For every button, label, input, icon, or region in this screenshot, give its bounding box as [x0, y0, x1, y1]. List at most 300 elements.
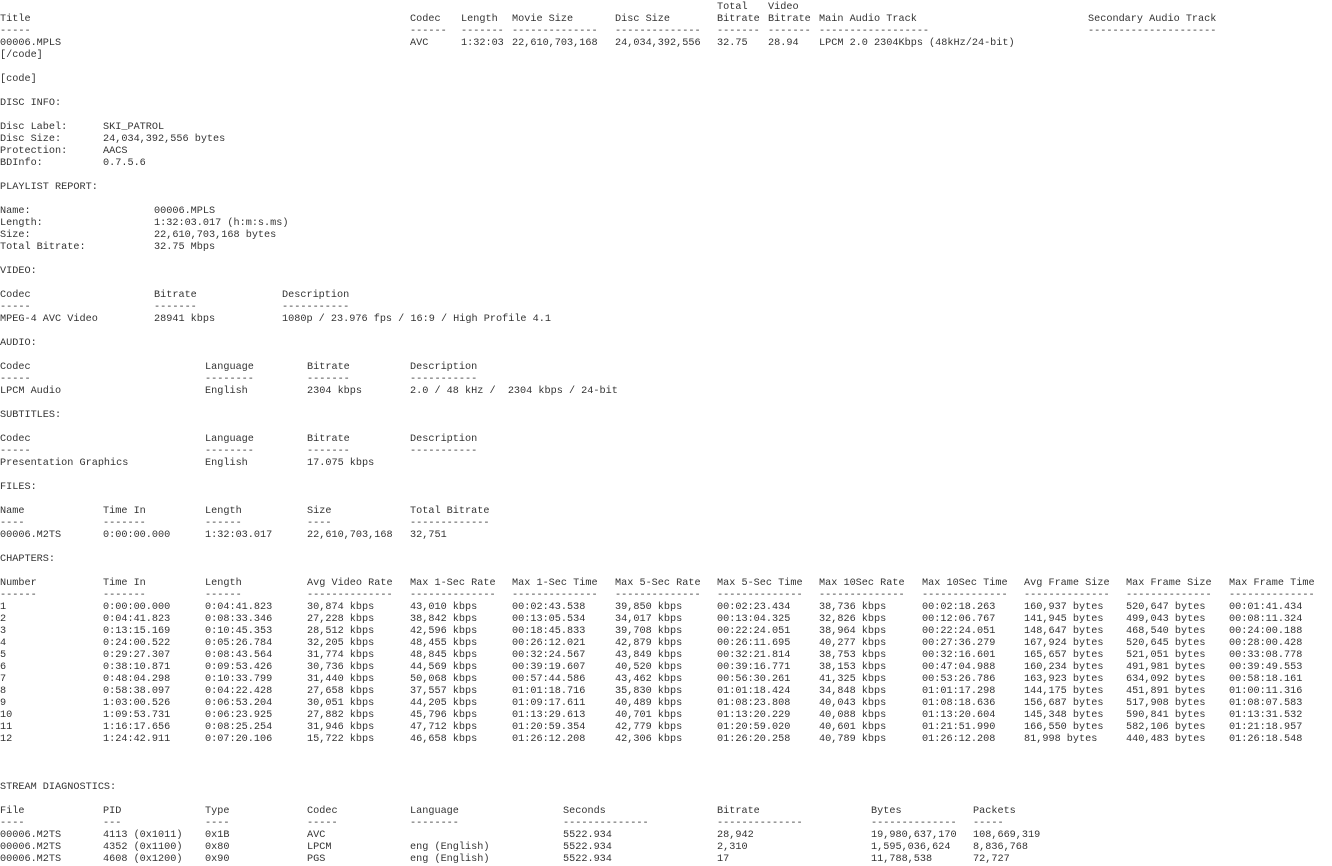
chapters-cell: 40,489 kbps [615, 698, 683, 709]
chapters-cell: 39,850 kbps [615, 602, 683, 613]
stream-cell: 17 [717, 854, 730, 865]
divider: -------------- [615, 590, 701, 601]
chapters-cell: 43,010 kbps [410, 602, 478, 613]
stream-column-header: Codec [307, 806, 338, 817]
chapters-cell: 0:13:15.169 [103, 626, 171, 637]
chapters-cell: 00:12:06.767 [922, 614, 996, 625]
chapters-cell: 46,658 kbps [410, 734, 478, 745]
disc-info-label: Protection: [0, 146, 68, 157]
divider: ----------- [410, 446, 478, 457]
chapters-column-header: Max Frame Time [1229, 578, 1315, 589]
chapters-cell: 01:13:31.532 [1229, 710, 1303, 721]
chapters-column-header: Max 10Sec Rate [819, 578, 905, 589]
summary-header: Video [768, 2, 799, 13]
divider: --- [103, 818, 122, 829]
subtitles-column-header: Codec [0, 434, 31, 445]
stream-column-header: Seconds [563, 806, 606, 817]
chapters-cell: 0:38:10.871 [103, 662, 171, 673]
chapters-cell: 590,841 bytes [1126, 710, 1206, 721]
chapters-column-header: Max 5-Sec Rate [615, 578, 701, 589]
divider: -------------- [512, 590, 598, 601]
chapters-cell: 00:39:19.607 [512, 662, 586, 673]
playlist-value: 22,610,703,168 bytes [154, 230, 277, 241]
chapters-cell: 9 [0, 698, 7, 709]
chapters-column-header: Max 1-Sec Time [512, 578, 598, 589]
divider: ---- [0, 818, 25, 829]
stream-cell: 1,595,036,624 [871, 842, 951, 853]
chapters-cell: 30,874 kbps [307, 602, 375, 613]
video-column-header: Codec [0, 290, 31, 301]
chapters-cell: 41,325 kbps [819, 674, 887, 685]
section-heading-video: VIDEO: [0, 266, 37, 277]
chapters-cell: 00:53:26.786 [922, 674, 996, 685]
chapters-cell: 30,051 kbps [307, 698, 375, 709]
chapters-column-header: Avg Video Rate [307, 578, 393, 589]
chapters-cell: 0:08:25.254 [205, 722, 273, 733]
disc-info-label: Disc Size: [0, 134, 62, 145]
disc-info-value: SKI_PATROL [103, 122, 165, 133]
divider: ------- [103, 590, 146, 601]
chapters-cell: 01:00:11.316 [1229, 686, 1303, 697]
chapters-cell: 00:56:30.261 [717, 674, 791, 685]
chapters-cell: 45,796 kbps [410, 710, 478, 721]
disc-info-value: 24,034,392,556 bytes [103, 134, 226, 145]
chapters-cell: 01:20:59.020 [717, 722, 791, 733]
divider: ------------- [410, 518, 490, 529]
divider: -------------- [615, 26, 701, 37]
divider: ------- [103, 518, 146, 529]
chapters-cell: 520,647 bytes [1126, 602, 1206, 613]
chapters-cell: 00:02:18.263 [922, 602, 996, 613]
chapters-cell: 01:26:20.258 [717, 734, 791, 745]
chapters-cell: 48,845 kbps [410, 650, 478, 661]
summary-header: Total [717, 2, 748, 13]
stream-cell: 0x80 [205, 842, 230, 853]
divider: ---- [205, 818, 230, 829]
chapters-cell: 39,708 kbps [615, 626, 683, 637]
chapters-cell: 40,601 kbps [819, 722, 887, 733]
chapters-column-header: Max Frame Size [1126, 578, 1212, 589]
chapters-cell: 38,964 kbps [819, 626, 887, 637]
summary-header-disc-size: Disc Size [615, 14, 671, 25]
chapters-cell: 491,981 bytes [1126, 662, 1206, 673]
chapters-cell: 00:01:41.434 [1229, 602, 1303, 613]
files-column-header: Name [0, 506, 25, 517]
divider: --------------------- [1088, 26, 1217, 37]
chapters-column-header: Max 10Sec Time [922, 578, 1008, 589]
chapters-cell: 38,736 kbps [819, 602, 887, 613]
disc-info-value: AACS [103, 146, 128, 157]
chapters-cell: 00:02:23.434 [717, 602, 791, 613]
divider: ------------------ [819, 26, 930, 37]
files-cell: 00006.M2TS [0, 530, 62, 541]
divider: -------------- [922, 590, 1008, 601]
chapters-cell: 40,043 kbps [819, 698, 887, 709]
chapters-cell: 145,348 bytes [1024, 710, 1104, 721]
stream-cell: 5522.934 [563, 854, 612, 865]
audio-column-header: Language [205, 362, 254, 373]
chapters-cell: 0:07:20.106 [205, 734, 273, 745]
chapters-cell: 00:39:16.771 [717, 662, 791, 673]
chapters-cell: 27,228 kbps [307, 614, 375, 625]
chapters-cell: 148,647 bytes [1024, 626, 1104, 637]
chapters-cell: 00:26:12.021 [512, 638, 586, 649]
playlist-value: 00006.MPLS [154, 206, 216, 217]
chapters-cell: 1:24:42.911 [103, 734, 171, 745]
audio-column-header: Description [410, 362, 478, 373]
summary-header-movie-size: Movie Size [512, 14, 574, 25]
chapters-cell: 634,092 bytes [1126, 674, 1206, 685]
divider: ------- [307, 374, 350, 385]
chapters-cell: 521,051 bytes [1126, 650, 1206, 661]
stream-cell: 19,980,637,170 [871, 830, 957, 841]
chapters-cell: 0:08:33.346 [205, 614, 273, 625]
chapters-cell: 00:02:43.538 [512, 602, 586, 613]
files-column-header: Total Bitrate [410, 506, 490, 517]
divider: ------ [205, 590, 242, 601]
chapters-cell: 31,774 kbps [307, 650, 375, 661]
stream-cell: 0x90 [205, 854, 230, 865]
stream-column-header: PID [103, 806, 122, 817]
chapters-cell: 167,924 bytes [1024, 638, 1104, 649]
playlist-label: Name: [0, 206, 31, 217]
chapters-cell: 3 [0, 626, 7, 637]
stream-cell: 2,310 [717, 842, 748, 853]
chapters-cell: 0:29:27.307 [103, 650, 171, 661]
code-tag: [/code] [0, 50, 43, 61]
chapters-cell: 38,753 kbps [819, 650, 887, 661]
stream-cell: 8,836,768 [973, 842, 1029, 853]
chapters-cell: 34,848 kbps [819, 686, 887, 697]
chapters-cell: 165,657 bytes [1024, 650, 1104, 661]
chapters-cell: 47,712 kbps [410, 722, 478, 733]
summary-header-codec: Codec [410, 14, 441, 25]
chapters-cell: 00:47:04.988 [922, 662, 996, 673]
chapters-cell: 141,945 bytes [1024, 614, 1104, 625]
stream-column-header: Language [410, 806, 459, 817]
chapters-cell: 40,789 kbps [819, 734, 887, 745]
stream-cell: eng (English) [410, 842, 490, 853]
chapters-cell: 40,520 kbps [615, 662, 683, 673]
chapters-cell: 42,779 kbps [615, 722, 683, 733]
audio-cell: LPCM Audio [0, 386, 62, 397]
summary-header-title: Title [0, 14, 31, 25]
chapters-cell: 01:01:18.424 [717, 686, 791, 697]
section-heading-disc-info: DISC INFO: [0, 98, 62, 109]
chapters-cell: 01:26:18.548 [1229, 734, 1303, 745]
chapters-cell: 01:08:23.808 [717, 698, 791, 709]
divider: ---- [0, 518, 25, 529]
chapters-cell: 10 [0, 710, 13, 721]
chapters-cell: 01:13:29.613 [512, 710, 586, 721]
chapters-cell: 440,483 bytes [1126, 734, 1206, 745]
chapters-cell: 32,826 kbps [819, 614, 887, 625]
audio-column-header: Bitrate [307, 362, 350, 373]
chapters-cell: 00:32:16.601 [922, 650, 996, 661]
chapters-cell: 0:48:04.298 [103, 674, 171, 685]
chapters-cell: 0:04:41.823 [103, 614, 171, 625]
chapters-cell: 01:08:18.636 [922, 698, 996, 709]
stream-cell: 4113 (0x1011) [103, 830, 183, 841]
stream-cell: PGS [307, 854, 326, 865]
chapters-cell: 163,923 bytes [1024, 674, 1104, 685]
chapters-cell: 00:22:24.051 [717, 626, 791, 637]
audio-column-header: Codec [0, 362, 31, 373]
chapters-cell: 00:22:24.051 [922, 626, 996, 637]
stream-cell: 4608 (0x1200) [103, 854, 183, 865]
subtitles-column-header: Bitrate [307, 434, 350, 445]
chapters-cell: 0:10:45.353 [205, 626, 273, 637]
files-cell: 22,610,703,168 [307, 530, 393, 541]
divider: -------------- [512, 26, 598, 37]
chapters-cell: 42,879 kbps [615, 638, 683, 649]
chapters-cell: 01:01:18.716 [512, 686, 586, 697]
files-column-header: Time In [103, 506, 146, 517]
chapters-cell: 166,550 bytes [1024, 722, 1104, 733]
chapters-cell: 01:26:12.208 [512, 734, 586, 745]
chapters-cell: 0:10:33.799 [205, 674, 273, 685]
divider: ------- [717, 26, 760, 37]
chapters-cell: 43,849 kbps [615, 650, 683, 661]
chapters-cell: 40,277 kbps [819, 638, 887, 649]
chapters-cell: 144,175 bytes [1024, 686, 1104, 697]
chapters-cell: 00:32:21.814 [717, 650, 791, 661]
chapters-cell: 451,891 bytes [1126, 686, 1206, 697]
subtitles-column-header: Language [205, 434, 254, 445]
stream-cell: 00006.M2TS [0, 842, 62, 853]
stream-column-header: Bitrate [717, 806, 760, 817]
chapters-cell: 7 [0, 674, 7, 685]
video-cell: 1080p / 23.976 fps / 16:9 / High Profile 4.1 [282, 314, 551, 325]
section-heading-audio: AUDIO: [0, 338, 37, 349]
chapters-cell: 32,205 kbps [307, 638, 375, 649]
chapters-cell: 81,998 bytes [1024, 734, 1098, 745]
divider: ----- [0, 374, 31, 385]
subtitles-column-header: Description [410, 434, 478, 445]
files-column-header: Size [307, 506, 332, 517]
section-heading-subtitles: SUBTITLES: [0, 410, 62, 421]
chapters-cell: 4 [0, 638, 7, 649]
divider: -------------- [1024, 590, 1110, 601]
divider: ----- [307, 818, 338, 829]
chapters-cell: 38,153 kbps [819, 662, 887, 673]
stream-cell: LPCM [307, 842, 332, 853]
stream-column-header: Bytes [871, 806, 902, 817]
disc-info-label: Disc Label: [0, 122, 68, 133]
divider: ------ [0, 590, 37, 601]
summary-cell-bitrate: 32.75 [717, 38, 748, 49]
divider: -------------- [819, 590, 905, 601]
summary-header-length: Length [461, 14, 498, 25]
chapters-cell: 00:33:08.778 [1229, 650, 1303, 661]
summary-header-video-bitrate: Bitrate [768, 14, 811, 25]
divider: -------------- [717, 818, 803, 829]
chapters-cell: 6 [0, 662, 7, 673]
video-column-header: Bitrate [154, 290, 197, 301]
divider: ----- [0, 302, 31, 313]
chapters-cell: 15,722 kbps [307, 734, 375, 745]
subtitles-cell: 17.075 kbps [307, 458, 375, 469]
chapters-cell: 00:18:45.833 [512, 626, 586, 637]
divider: -------- [410, 818, 459, 829]
chapters-cell: 00:27:36.279 [922, 638, 996, 649]
chapters-cell: 8 [0, 686, 7, 697]
chapters-cell: 00:28:00.428 [1229, 638, 1303, 649]
audio-cell: English [205, 386, 248, 397]
summary-header-main-audio: Main Audio Track [819, 14, 917, 25]
chapters-cell: 1:03:00.526 [103, 698, 171, 709]
subtitles-cell: English [205, 458, 248, 469]
chapters-cell: 0:05:26.784 [205, 638, 273, 649]
chapters-cell: 28,512 kbps [307, 626, 375, 637]
chapters-cell: 01:09:17.611 [512, 698, 586, 709]
disc-info-label: BDInfo: [0, 158, 43, 169]
chapters-cell: 0:58:38.097 [103, 686, 171, 697]
stream-column-header: Type [205, 806, 230, 817]
chapters-column-header: Max 5-Sec Time [717, 578, 803, 589]
audio-cell: 2.0 / 48 kHz / 2304 kbps / 24-bit [410, 386, 618, 397]
summary-header-secondary-audio: Secondary Audio Track [1088, 14, 1217, 25]
playlist-label: Size: [0, 230, 31, 241]
chapters-cell: 00:32:24.567 [512, 650, 586, 661]
stream-cell: eng (English) [410, 854, 490, 865]
chapters-column-header: Number [0, 578, 37, 589]
stream-cell: 00006.M2TS [0, 854, 62, 865]
chapters-cell: 11 [0, 722, 13, 733]
chapters-cell: 0:08:43.564 [205, 650, 273, 661]
chapters-column-header: Time In [103, 578, 146, 589]
files-column-header: Length [205, 506, 242, 517]
chapters-cell: 44,205 kbps [410, 698, 478, 709]
chapters-cell: 00:24:00.188 [1229, 626, 1303, 637]
chapters-cell: 0:00:00.000 [103, 602, 171, 613]
stream-cell: AVC [307, 830, 326, 841]
stream-cell: 108,669,319 [973, 830, 1041, 841]
chapters-cell: 38,842 kbps [410, 614, 478, 625]
divider: -------------- [871, 818, 957, 829]
chapters-cell: 12 [0, 734, 13, 745]
chapters-cell: 160,234 bytes [1024, 662, 1104, 673]
divider: -------- [205, 374, 254, 385]
playlist-value: 32.75 Mbps [154, 242, 216, 253]
chapters-cell: 01:13:20.604 [922, 710, 996, 721]
stream-cell: 5522.934 [563, 830, 612, 841]
chapters-cell: 01:20:59.354 [512, 722, 586, 733]
stream-cell: 00006.M2TS [0, 830, 62, 841]
chapters-cell: 2 [0, 614, 7, 625]
divider: ---- [307, 518, 332, 529]
playlist-label: Total Bitrate: [0, 242, 86, 253]
stream-cell: 28,942 [717, 830, 754, 841]
playlist-value: 1:32:03.017 (h:m:s.ms) [154, 218, 289, 229]
divider: -------------- [1126, 590, 1212, 601]
chapters-cell: 01:08:07.583 [1229, 698, 1303, 709]
divider: ----------- [282, 302, 350, 313]
stream-cell: 0x1B [205, 830, 230, 841]
stream-cell: 5522.934 [563, 842, 612, 853]
chapters-cell: 00:57:44.586 [512, 674, 586, 685]
divider: -------------- [563, 818, 649, 829]
chapters-cell: 01:13:20.229 [717, 710, 791, 721]
video-column-header: Description [282, 290, 350, 301]
disc-info-value: 0.7.5.6 [103, 158, 146, 169]
chapters-cell: 00:39:49.553 [1229, 662, 1303, 673]
summary-header-bitrate: Bitrate [717, 14, 760, 25]
chapters-cell: 40,088 kbps [819, 710, 887, 721]
divider: ------- [307, 446, 350, 457]
chapters-cell: 37,557 kbps [410, 686, 478, 697]
chapters-cell: 5 [0, 650, 7, 661]
section-heading-stream: STREAM DIAGNOSTICS: [0, 782, 117, 793]
chapters-cell: 35,830 kbps [615, 686, 683, 697]
chapters-cell: 0:04:22.428 [205, 686, 273, 697]
summary-cell-movie-size: 22,610,703,168 [512, 38, 598, 49]
chapters-cell: 0:04:41.823 [205, 602, 273, 613]
chapters-cell: 156,687 bytes [1024, 698, 1104, 709]
video-cell: 28941 kbps [154, 314, 216, 325]
chapters-cell: 1:09:53.731 [103, 710, 171, 721]
playlist-label: Length: [0, 218, 43, 229]
audio-cell: 2304 kbps [307, 386, 363, 397]
stream-cell: 11,788,538 [871, 854, 933, 865]
section-heading-playlist: PLAYLIST REPORT: [0, 182, 98, 193]
summary-cell-main-audio: LPCM 2.0 2304Kbps (48kHz/24-bit) [819, 38, 1015, 49]
stream-cell: 72,727 [973, 854, 1010, 865]
chapters-cell: 0:24:00.522 [103, 638, 171, 649]
chapters-cell: 0:06:53.204 [205, 698, 273, 709]
chapters-cell: 34,017 kbps [615, 614, 683, 625]
stream-column-header: Packets [973, 806, 1016, 817]
divider: -------------- [717, 590, 803, 601]
chapters-cell: 468,540 bytes [1126, 626, 1206, 637]
divider: -------------- [307, 590, 393, 601]
chapters-cell: 31,946 kbps [307, 722, 375, 733]
summary-cell-codec: AVC [410, 38, 429, 49]
chapters-cell: 160,937 bytes [1024, 602, 1104, 613]
chapters-cell: 42,306 kbps [615, 734, 683, 745]
divider: -------------- [410, 590, 496, 601]
code-tag: [code] [0, 74, 37, 85]
divider: ------- [154, 302, 197, 313]
chapters-cell: 30,736 kbps [307, 662, 375, 673]
subtitles-cell: Presentation Graphics [0, 458, 129, 469]
chapters-column-header: Avg Frame Size [1024, 578, 1110, 589]
divider: ----- [0, 26, 31, 37]
divider: ----------- [410, 374, 478, 385]
files-cell: 1:32:03.017 [205, 530, 273, 541]
divider: ----- [973, 818, 1004, 829]
section-heading-files: FILES: [0, 482, 37, 493]
chapters-cell: 42,596 kbps [410, 626, 478, 637]
summary-cell-disc-size: 24,034,392,556 [615, 38, 701, 49]
divider: ----- [0, 446, 31, 457]
chapters-cell: 44,569 kbps [410, 662, 478, 673]
chapters-cell: 00:08:11.324 [1229, 614, 1303, 625]
chapters-cell: 00:13:04.325 [717, 614, 791, 625]
divider: -------- [205, 446, 254, 457]
section-heading-chapters: CHAPTERS: [0, 554, 56, 565]
stream-cell: 4352 (0x1100) [103, 842, 183, 853]
chapters-cell: 01:21:51.990 [922, 722, 996, 733]
summary-cell-length: 1:32:03 [461, 38, 504, 49]
chapters-column-header: Length [205, 578, 242, 589]
chapters-cell: 01:21:18.957 [1229, 722, 1303, 733]
chapters-column-header: Max 1-Sec Rate [410, 578, 496, 589]
files-cell: 32,751 [410, 530, 447, 541]
chapters-cell: 01:26:12.208 [922, 734, 996, 745]
chapters-cell: 582,106 bytes [1126, 722, 1206, 733]
chapters-cell: 520,645 bytes [1126, 638, 1206, 649]
